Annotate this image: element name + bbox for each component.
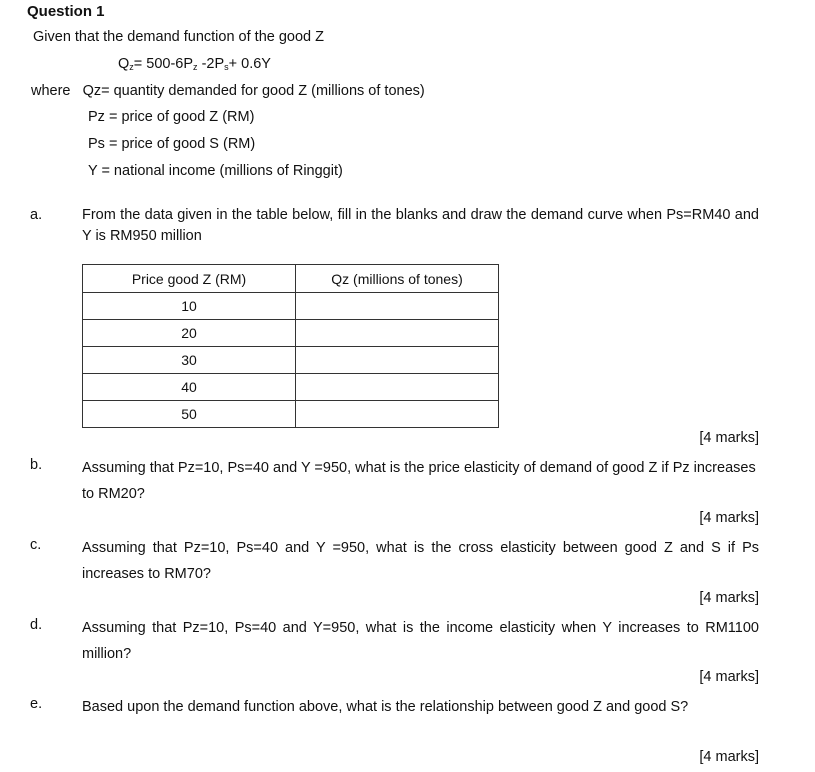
- table-header-price: Price good Z (RM): [83, 265, 296, 293]
- definition-pz: Pz = price of good Z (RM): [88, 109, 255, 125]
- qz-blank-cell[interactable]: [296, 320, 499, 347]
- price-cell: 30: [83, 347, 296, 374]
- qz-blank-cell[interactable]: [296, 374, 499, 401]
- part-d-text: Assuming that Pz=10, Ps=40 and Y=950, what is the income elasticity when Y increases to RM1100 million?: [82, 620, 759, 662]
- where-clause: where Qz= quantity demanded for good Z (millions of tones): [31, 83, 425, 99]
- demand-equation: $Q_z= 500-6P_z$ $-2P_s+ 0.6Y$: [118, 56, 271, 72]
- qz-blank-cell[interactable]: [296, 293, 499, 320]
- price-cell: 10: [83, 293, 296, 320]
- definition-ps: Ps = price of good S (RM): [88, 136, 256, 152]
- part-a-text: From the data given in the table below, fill in the blanks and draw the demand curve when Ps=RM40 and Y is RM950 million: [82, 207, 759, 244]
- table-header-qz: Qz (millions of tones): [296, 265, 499, 293]
- part-a-marks: [4 marks]: [699, 430, 759, 446]
- table-header-row: [83, 265, 499, 293]
- table-row: [83, 401, 499, 428]
- table-row: [83, 347, 499, 374]
- intro-text: Given that the demand function of the good Z: [33, 29, 324, 45]
- part-d-marks: [4 marks]: [699, 669, 759, 685]
- table-row: [83, 320, 499, 347]
- definition-y: Y = national income (millions of Ringgit): [88, 163, 343, 179]
- part-e-text: Based upon the demand function above, what is the relationship between good Z and good S?: [82, 699, 689, 715]
- part-c-text: Assuming that Pz=10, Ps=40 and Y =950, what is the cross elasticity between good Z and S if Ps increases to RM70?: [82, 540, 759, 582]
- part-e-label: e.: [30, 696, 43, 712]
- part-b-marks: [4 marks]: [699, 510, 759, 526]
- price-cell: 50: [83, 401, 296, 428]
- part-b-label: b.: [30, 457, 43, 473]
- table-row: [83, 374, 499, 401]
- part-d-label: d.: [30, 617, 43, 633]
- question-title: Question 1: [27, 3, 105, 20]
- part-c-marks: [4 marks]: [699, 590, 759, 606]
- qz-blank-cell[interactable]: [296, 347, 499, 374]
- part-c-label: c.: [30, 537, 42, 553]
- table-row: [83, 293, 499, 320]
- demand-table: [82, 264, 499, 428]
- part-a-label: a.: [30, 207, 43, 223]
- part-e-marks: [4 marks]: [699, 749, 759, 765]
- price-cell: 40: [83, 374, 296, 401]
- part-b-text: Assuming that Pz=10, Ps=40 and Y =950, what is the price elasticity of demand of good Z if Pz increases to RM20?: [82, 460, 756, 502]
- price-cell: 20: [83, 320, 296, 347]
- qz-blank-cell[interactable]: [296, 401, 499, 428]
